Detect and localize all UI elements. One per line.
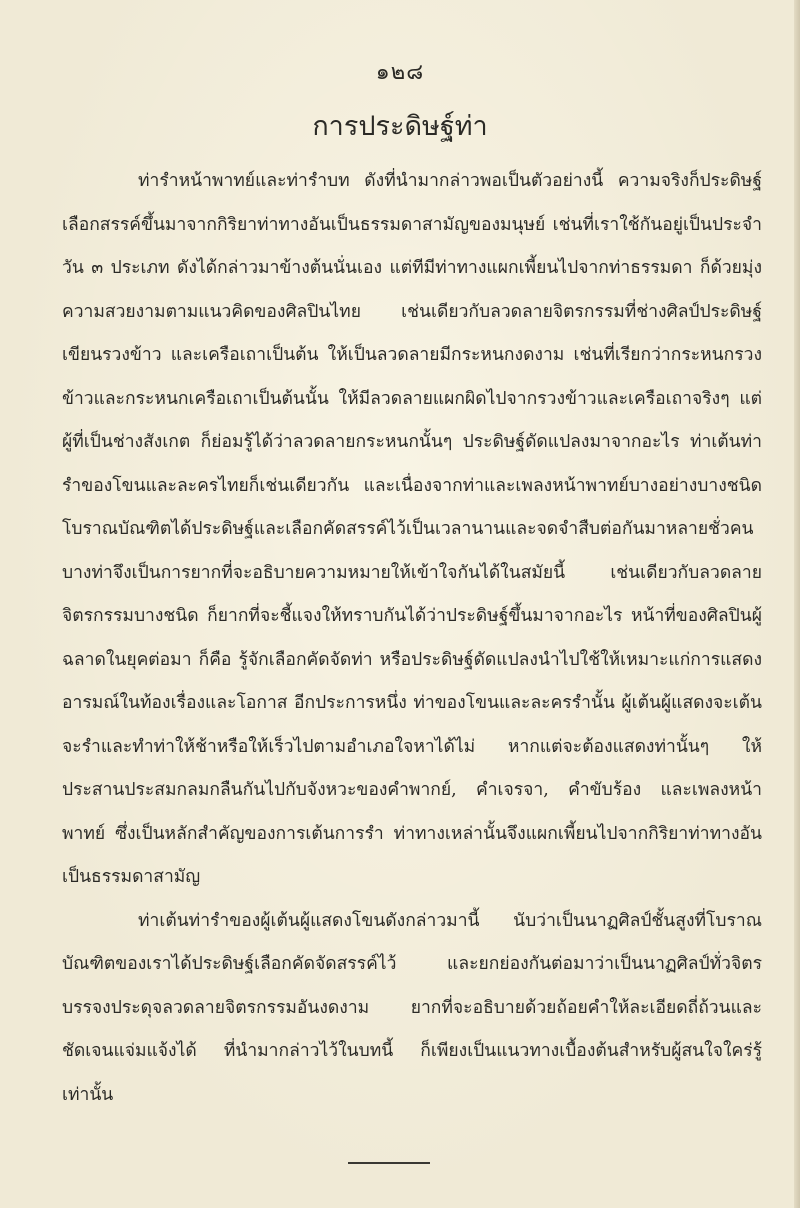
paragraph-2: ท่าเต้นท่ารำของผู้เต้นผู้แสดงโขนดังกล่าวมานี้ นับว่าเป็นนาฏศิลป์ชั้นสูงที่โบราณบัณฑิตของเราได้ประดิษฐ์เลือกคัดจัดสรรค์ไว้ และยกย่องกันต่อมาว่าเป็นนาฏศิลป์ทั่วจิตรบรรจงประดุจลวดลายจิตรกรรมอันงดงาม ยากที่จะอธิบายด้วยถ้อยคำให้ละเอียดถี่ถ้วนและชัดเจนแจ่มแจ้งได้ ที่นำมากล่าวไว้ในบทนี้ ก็เพียงเป็นแนวทางเบื้องต้นสำหรับผู้สนใจใคร่รู้เท่านั้น [62,910,762,1105]
chapter-title: การประดิษฐ์ท่า [312,111,488,142]
paragraph-1: ท่ารำหน้าพาทย์และท่ารำบท ดังที่นำมากล่าวพอเป็นตัวอย่างนี้ ความจริงก็ประดิษฐ์เลือกสรรค์ขึ้นมาจากกิริยาท่าทางอันเป็นธรรมดาสามัญของมนุษย์ เช่นที่เราใช้กันอยู่เป็นประจำวัน ๓ ประเภท ดังได้กล่าวมาข้างต้นนั่นเอง แต่ทีมีท่าทางแผกเพี้ยนไปจากท่าธรรมดา ก็ด้วยมุ่งความสวยงามตามแนวคิดของศิลปินไทย เช่นเดียวกับลวดลายจิตรกรรมที่ช่างศิลป์ประดิษฐ์เขียนรวงข้าว และเครือเถาเป็นต้น ให้เป็นลวดลายมีกระหนกงดงาม เช่นที่เรียกว่ากระหนกรวงข้าวและกระหนกเครือเถาเป็นต้นนั้น ให้มีลวดลายแผกผิดไปจากรวงข้าวและเครือเถาจริงๆ แต่ผู้ที่เป็นช่างสังเกต ก็ย่อมรู้ได้ว่าลวดลายกระหนกนั้นๆ ประดิษฐ์ดัดแปลงมาจากอะไร ท่าเต้นท่ารำของโขนและละครไทยก็เช่นเดียวกัน และเนื่องจากท่าและเพลงหน้าพาทย์บางอย่างบางชนิด โบราณบัณฑิตได้ประดิษฐ์และเลือกคัดสรรค์ไว้เป็นเวลานานและจดจำสืบต่อกันมาหลายชั่วคน บางท่าจึงเป็นการยากที่จะอธิบายความหมายให้เข้าใจกันได้ในสมัยนี้ เช่นเดียวกับลวดลายจิตรกรรมบางชนิด ก็ยากที่จะชี้แจงให้ทราบกันได้ว่าประดิษฐ์ขึ้นมาจากอะไร หน้าที่ของศิลปินผู้ฉลาดในยุคต่อมา ก็คือ รู้จักเลือกคัดจัดท่า หรือประดิษฐ์ดัดแปลงนำไปใช้ให้เหมาะแก่การแสดงอารมณ์ในท้องเรื่องและโอกาส อีกประการหนึ่ง ท่าของโขนและละครรำนั้น ผู้เต้นผู้แสดงจะเต้นจะรำและทำท่าให้ช้าหรือให้เร็วไปตามอำเภอใจหาได้ไม่ หากแต่จะต้องแสดงท่านั้นๆ ให้ประสานประสมกลมกลืนกันไปกับจังหวะของคำพากย์, คำเจรจา, คำขับร้อง และเพลงหน้าพาทย์ ซึ่งเป็นหลักสำคัญของการเต้นการรำ ท่าทางเหล่านั้นจึงแผกเพี้ยนไปจากกิริยาท่าทางอันเป็นธรรมดาสามัญ [62,171,762,887]
page-number: ๑๒๘ [375,60,425,85]
page-edge-shadow [794,0,800,1208]
section-end-rule [348,1162,430,1164]
body-text [62,160,762,1117]
